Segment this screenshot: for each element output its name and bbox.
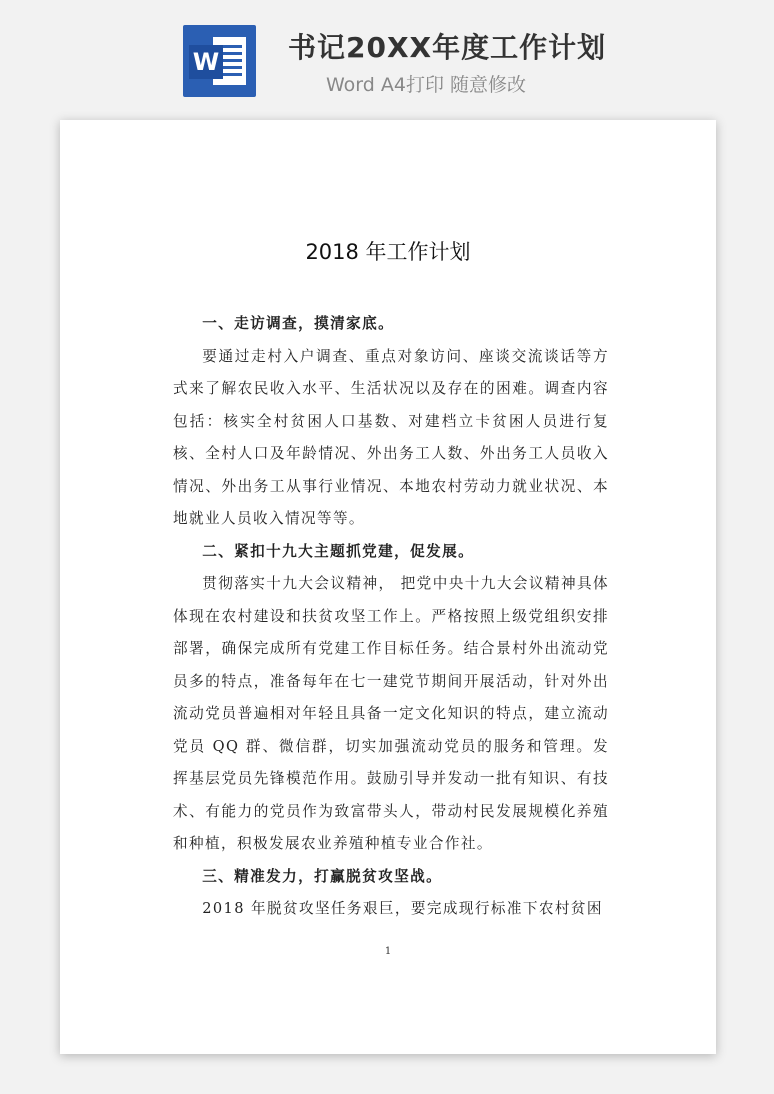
document-title: 2018 年工作计划 [305,240,471,264]
document-page [60,120,716,1054]
page-number: 1 [384,946,392,957]
word-icon [183,25,256,97]
template-subtitle: Word A4打印 随意修改 [326,74,527,96]
document-body [173,308,609,926]
template-title: 书记20XX年度工作计划 [288,31,607,64]
paragraph-1: 要通过走村入户调查、重点对象访问、座谈交流谈话等方式来了解农民收入水平、生活状况以及存在的困难。调查内容包括：核实全村贫困人口基数、对建档立卡贫困人员进行复核、全村人口及年龄情况、外出务工人数、外出务工人员收入情况、外出务工从事行业情况、本地农村劳动力就业状况、本地就业人员收入情况等等。 [173,347,609,527]
section-heading-3: 三、精准发力，打赢脱贫攻坚战。 [202,867,443,885]
section-heading-1: 一、走访调查，摸清家底。 [202,315,395,332]
word-letter: W [189,45,223,79]
paragraph-3: 2018 年脱贫攻坚任务艰巨，要完成现行标准下农村贫困 [202,900,603,917]
header [0,0,774,110]
paragraph-2: 贯彻落实十九大会议精神， 把党中央十九大会议精神具体体现在农村建设和扶贫攻坚工作上。严格按照上级党组织安排部署，确保完成所有党建工作目标任务。结合景村外出流动党员多的特点，准备每年在七一建党节期间开展活动，针对外出流动党员普遍相对年轻且具备一定文化知识的特点，建立流动党员 QQ 群、微信群，切实加强流动党员的服务和管理。发挥基层党员先锋模范作用。鼓励引导并发动一批有知识、有技术、有能力的党员作为致富带头人，带动村民发展规模化养殖和种植，积极发展农业养殖种植专业合作社。 [173,575,609,852]
section-heading-2: 二、紧扣十九大主题抓党建，促发展。 [202,542,475,560]
